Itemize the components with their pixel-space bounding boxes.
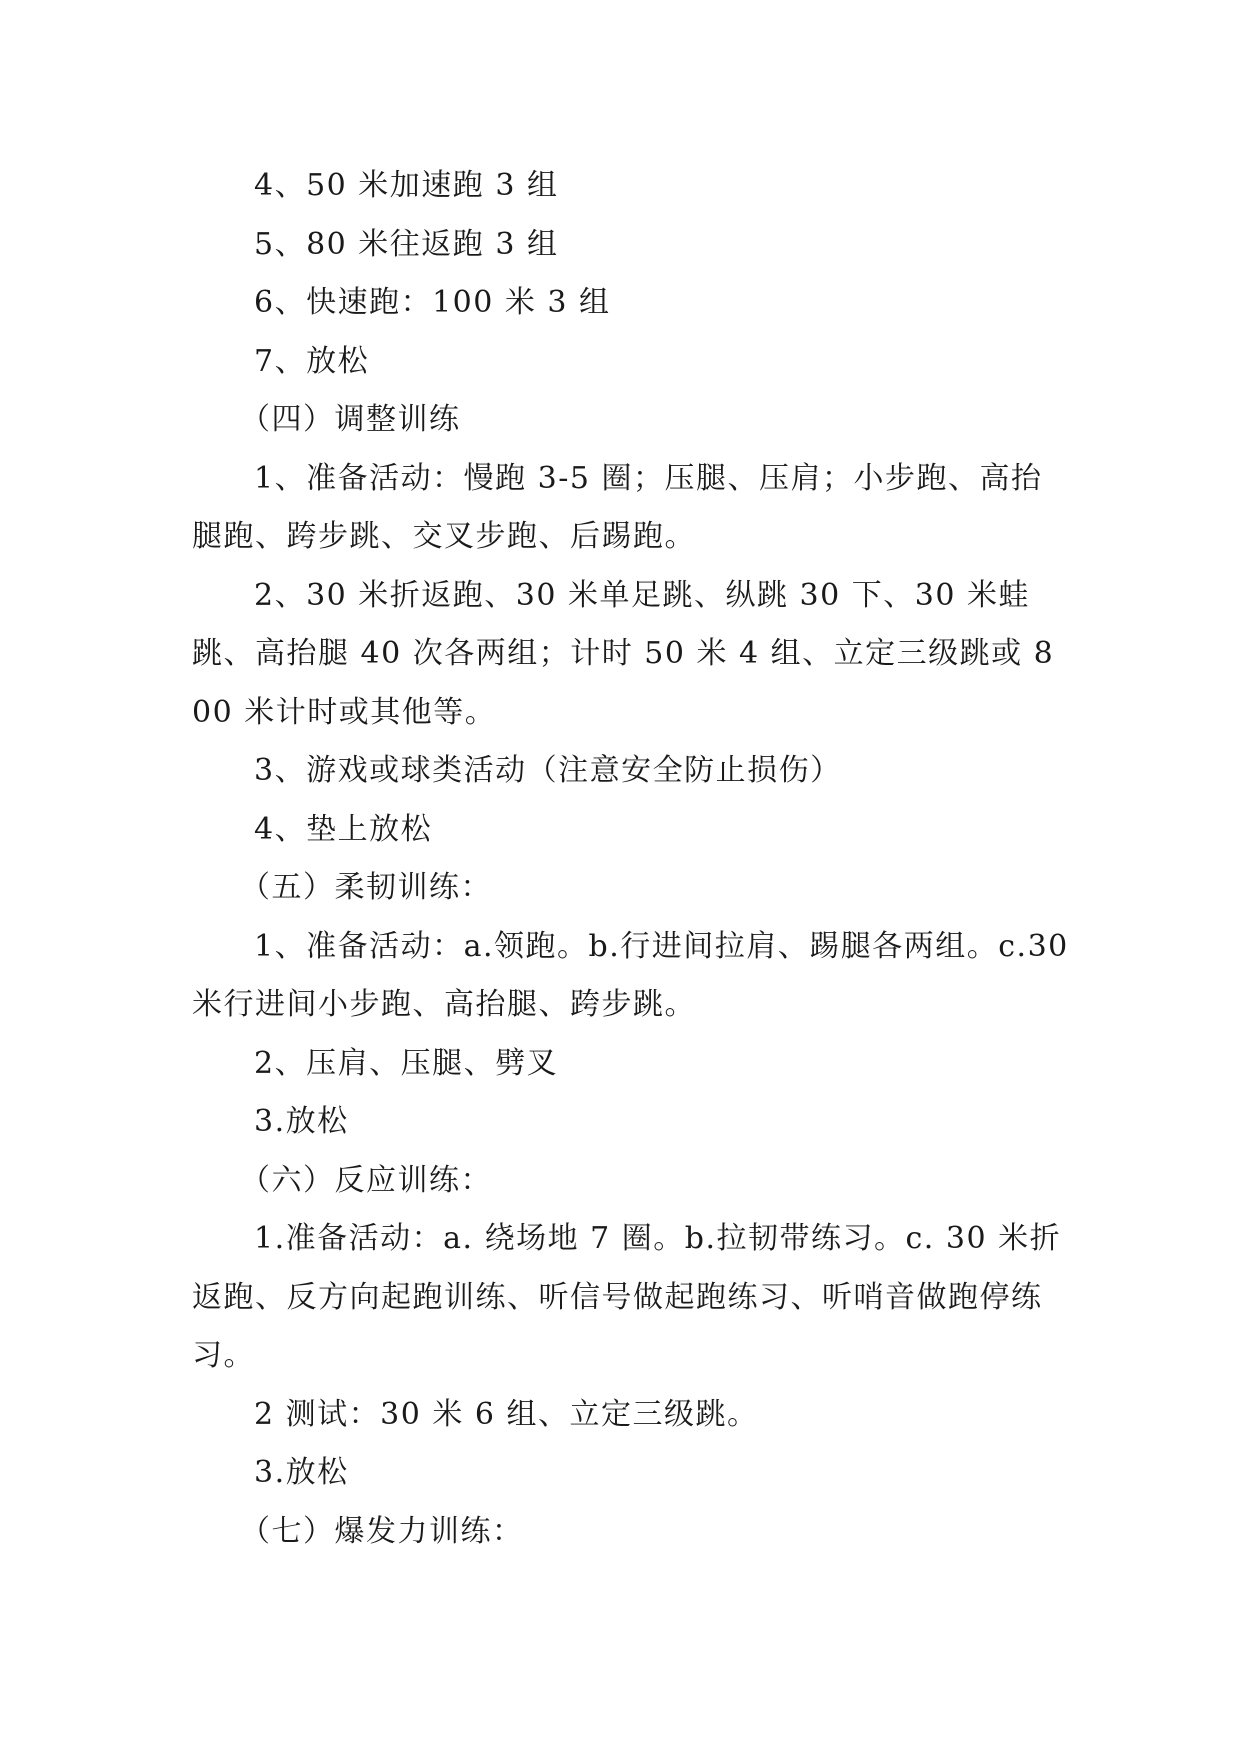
- list-item: 7、放松: [254, 343, 370, 379]
- list-item: 2、压肩、压腿、劈叉: [254, 1045, 559, 1081]
- document-body: [192, 157, 1072, 1561]
- list-item: 6、快速跑：100 米 3 组: [254, 285, 611, 320]
- section-heading: （七）爆发力训练：: [240, 1513, 524, 1549]
- list-item: 3、游戏或球类活动（注意安全防止损伤）: [254, 753, 842, 788]
- list-item: 4、50 米加速跑 3 组: [254, 168, 559, 203]
- section-heading: （五）柔韧训练：: [240, 870, 492, 905]
- list-item: 2 测试：30 米 6 组、立定三级跳。: [254, 1396, 759, 1432]
- section-heading: （四）调整训练: [240, 402, 461, 437]
- list-item: 5、80 米往返跑 3 组: [254, 226, 559, 262]
- list-item: 3.放松: [254, 1455, 349, 1490]
- list-item: 1、准备活动：a.领跑。b.行进间拉肩、踢腿各两组。c.30 米行进间小步跑、高抬腿、跨步跳。: [192, 928, 1069, 1022]
- list-item: 2、30 米折返跑、30 米单足跳、纵跳 30 下、30 米蛙跳、高抬腿 40 次各两组；计时 50 米 4 组、立定三级跳或 800 米计时或其他等。: [192, 577, 1055, 730]
- list-item: 1.准备活动：a. 绕场地 7 圈。b.拉韧带练习。c. 30 米折返跑、反方向起跑训练、听信号做起跑练习、听哨音做跑停练习。: [192, 1221, 1062, 1373]
- list-item: 1、准备活动：慢跑 3-5 圈；压腿、压肩；小步跑、高抬腿跑、跨步跳、交叉步跑、后踢跑。: [192, 460, 1043, 554]
- section-heading: （六）反应训练：: [240, 1162, 492, 1198]
- list-item: 3.放松: [254, 1104, 349, 1139]
- list-item: 4、垫上放松: [254, 811, 433, 847]
